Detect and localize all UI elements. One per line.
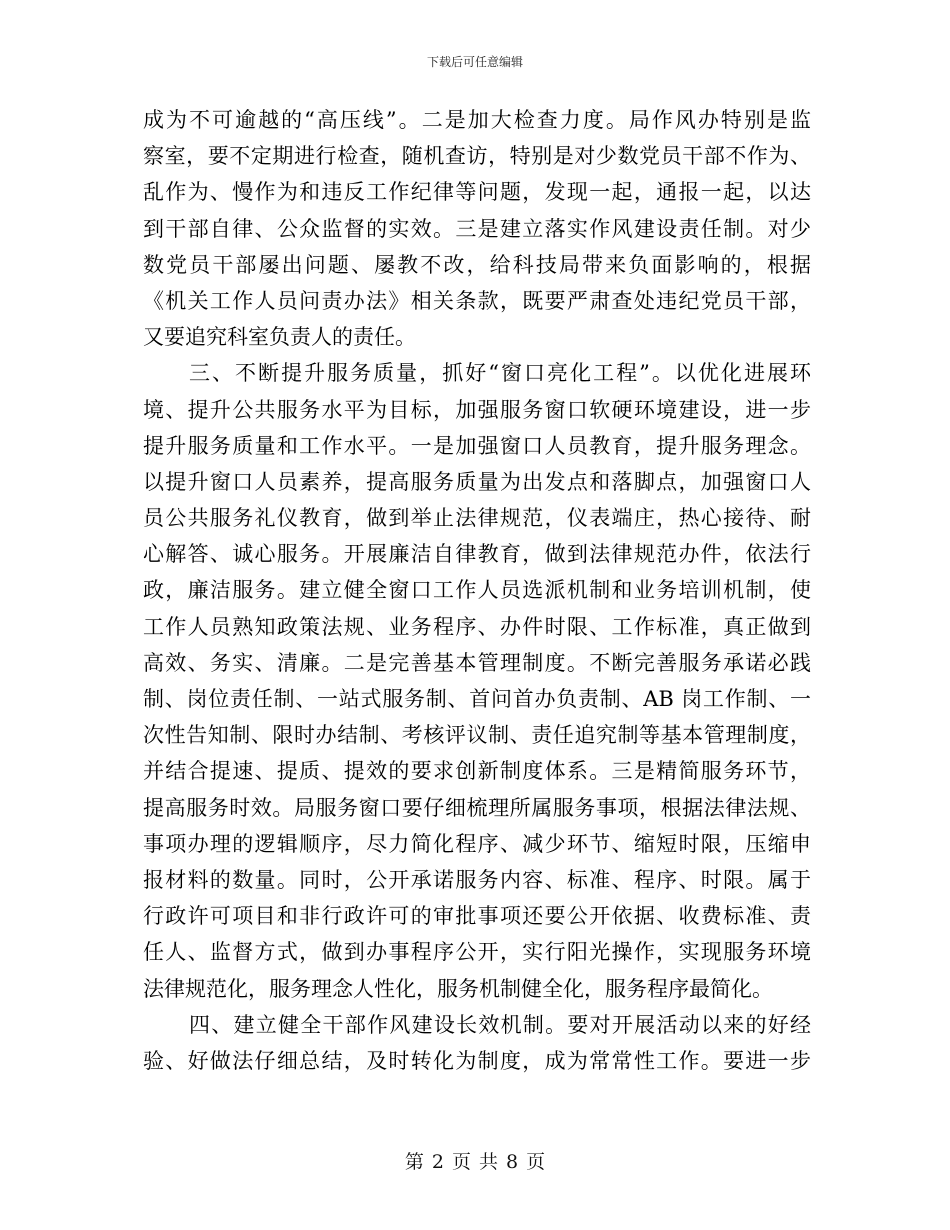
text-line: 又要追究科室负责人的责任。	[143, 325, 416, 350]
text-line: 并结合提速、提质、提效的要求创新制度体系。三是精简服务环节，	[143, 759, 811, 784]
text-line: 验、好做法仔细总结，及时转化为制度，成为常常性工作。要进一步	[143, 1048, 811, 1073]
text-line: 任人、监督方式，做到办事程序公开，实行阳光操作，实现服务环境	[143, 940, 811, 965]
text-line: 工作人员熟知政策法规、业务程序、办件时限、工作标准，真正做到	[143, 614, 811, 639]
document-body	[143, 102, 811, 1079]
text-line: 三、不断提升服务质量，抓好“窗口亮化工程”。以优化进展环	[189, 361, 811, 386]
page-number-footer: 第 2 页 共 8 页	[404, 1151, 546, 1173]
text-line: 政，廉洁服务。建立健全窗口工作人员选派机制和业务培训机制，使	[143, 578, 811, 603]
text-line: 境、提升公共服务水平为目标，加强服务窗口软硬环境建设，进一步	[143, 397, 811, 422]
text-line: 制、岗位责任制、一站式服务制、首问首办负责制、AB 岗工作制、一	[143, 687, 811, 711]
text-line: 数党员干部屡出问题、屡教不改，给科技局带来负面影响的，根据	[143, 252, 811, 277]
text-line: 乱作为、慢作为和违反工作纪律等问题，发现一起，通报一起，以达	[143, 180, 811, 205]
paragraph	[143, 102, 811, 355]
text-line: 事项办理的逻辑顺序，尽力简化程序、减少环节、缩短时限，压缩申	[143, 831, 811, 856]
page-header: 下载后可任意编辑	[426, 55, 523, 69]
text-line: 员公共服务礼仪教育，做到举止法律规范，仪表端庄，热心接待、耐	[143, 506, 811, 531]
text-line: 成为不可逾越的“高压线”。二是加大检查力度。局作风办特别是监	[143, 108, 811, 132]
text-line: 四、建立健全干部作风建设长效机制。要对开展活动以来的好经	[189, 1012, 811, 1037]
paragraph	[143, 1007, 811, 1079]
text-line: 次性告知制、限时办结制、考核评议制、责任追究制等基本管理制度，	[143, 723, 811, 748]
text-line: 报材料的数量。同时，公开承诺服务内容、标准、程序、时限。属于	[143, 867, 811, 892]
text-line: 提升服务质量和工作水平。一是加强窗口人员教育，提升服务理念。	[143, 433, 811, 458]
paragraph	[143, 355, 811, 1006]
text-line: 《机关工作人员问责办法》相关条款，既要严肃查处违纪党员干部，	[143, 288, 811, 313]
text-line: 察室，要不定期进行检查，随机查访，特别是对少数党员干部不作为、	[143, 144, 811, 169]
text-line: 法律规范化，服务理念人性化，服务机制健全化，服务程序最简化。	[143, 976, 773, 1001]
text-line: 提高服务时效。局服务窗口要仔细梳理所属服务事项，根据法律法规、	[143, 795, 811, 820]
text-line: 以提升窗口人员素养，提高服务质量为出发点和落脚点，加强窗口人	[143, 469, 811, 494]
text-line: 到干部自律、公众监督的实效。三是建立落实作风建设责任制。对少	[143, 216, 811, 241]
text-line: 高效、务实、清廉。二是完善基本管理制度。不断完善服务承诺必践	[143, 650, 811, 675]
text-line: 心解答、诚心服务。开展廉洁自律教育，做到法律规范办件，依法行	[143, 542, 811, 567]
text-line: 行政许可项目和非行政许可的审批事项还要公开依据、收费标准、责	[143, 904, 811, 929]
